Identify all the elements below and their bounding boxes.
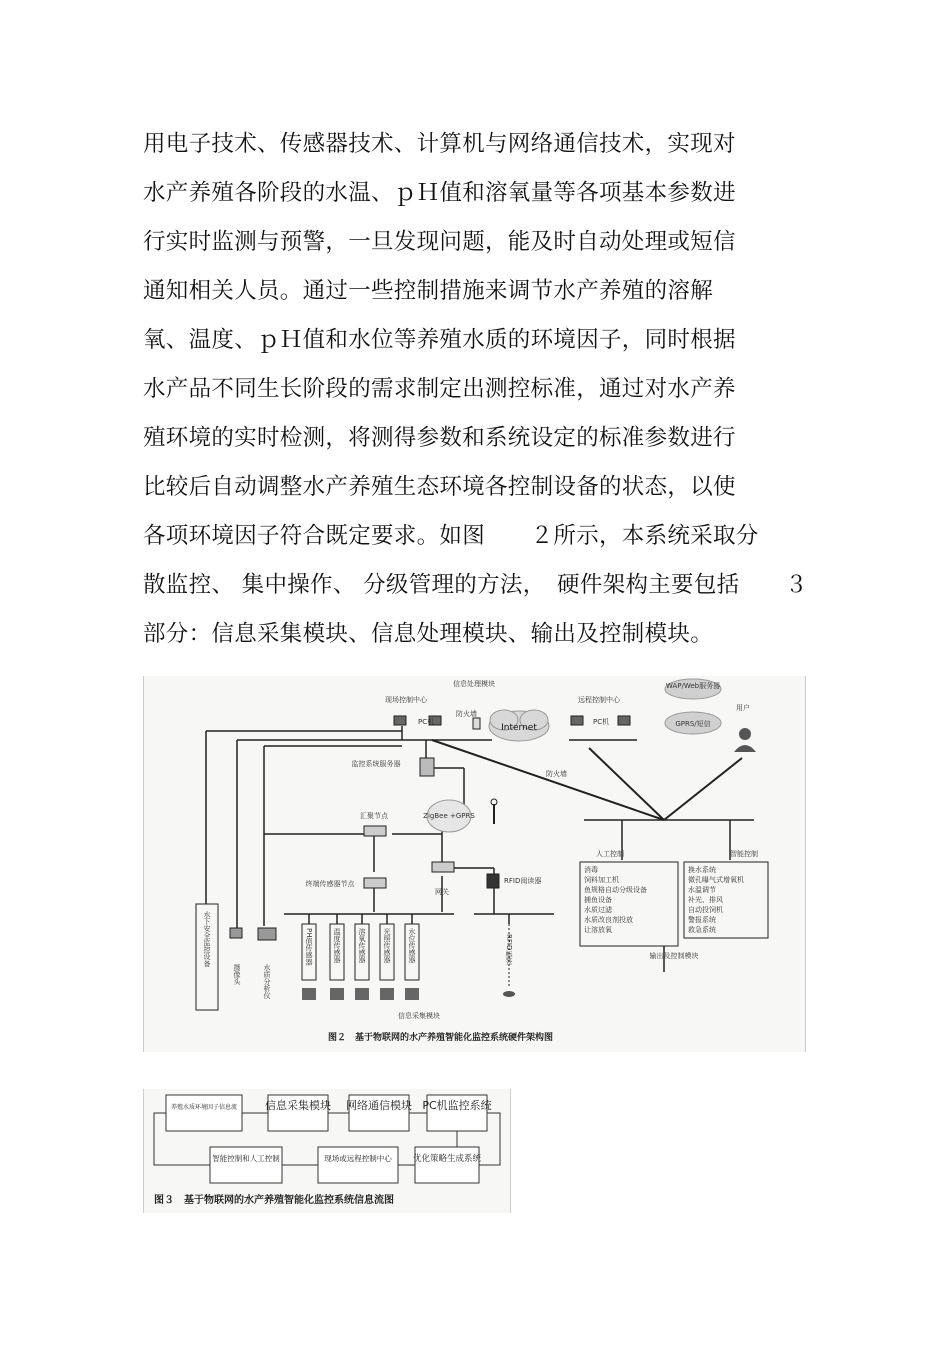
sensor-column (380, 924, 394, 1000)
figure-caption: 图３ 基于物联网的水产养殖智能化监控系统信息流图 (154, 1195, 394, 1206)
gateway-icon (432, 862, 454, 872)
flow-box-label: 优化策略生成系统 (412, 1154, 482, 1164)
camera-icon (230, 928, 242, 938)
sensor-column (405, 924, 419, 1000)
text-line: 散监控、 集中操作、 分级管理的方法， 硬件架构主要包括 ３ (143, 572, 808, 598)
manual-item: 水质过滤 (584, 906, 612, 914)
user-icon (734, 728, 756, 752)
text-line: 部分：信息采集模块、信息处理模块、输出及控制模块。 (143, 621, 714, 647)
manual-item: 让溶放氧 (584, 926, 612, 934)
hardware-architecture-figure (143, 676, 806, 1052)
sensor-column (330, 924, 344, 1000)
pc-icon (618, 716, 630, 725)
sink-node-label: 汇聚节点 (360, 812, 388, 820)
gateway-label: 网关 (435, 888, 449, 896)
svg-text:光照传感器: 光照传感器 (383, 928, 391, 963)
firewall-label: 防火墙 (546, 770, 567, 778)
smart-item: 警报系统 (688, 916, 716, 924)
rfid-reader-label: RFID阅读器 (504, 877, 542, 885)
smart-item: 水温调节 (688, 886, 716, 894)
flow-box-label: 信息采集模块 (265, 1099, 331, 1112)
camera-label: 摄像头 (233, 964, 241, 985)
flow-box (166, 1095, 242, 1131)
smart-item: 自动投饲机 (688, 906, 723, 914)
pc-label: PC机 (593, 718, 610, 726)
rfid-reader-icon (487, 874, 499, 888)
remote-control-center-label: 远程控制中心 (578, 696, 620, 704)
flow-box (210, 1147, 282, 1183)
flow-box-label: 现场或远程控制中心 (324, 1154, 392, 1163)
pc-label: PC机 (418, 718, 435, 726)
text-line: 水产品不同生长阶段的需求制定出测控标准，通过对水产养 (143, 376, 736, 402)
manual-item: 消毒 (584, 866, 598, 874)
module-label: 输出及控制模块 (649, 952, 699, 960)
text-line: 氧、温度、ｐＨ值和水位等养殖水质的环境因子，同时根据 (143, 327, 736, 353)
manual-control-label: 人工控制 (596, 850, 624, 858)
manual-item: 捕鱼设备 (584, 896, 612, 904)
architecture-diagram (144, 676, 805, 1052)
underwater-device-label: 水下安全监控设备 (203, 911, 211, 967)
manual-item: 饲料加工机 (584, 876, 619, 884)
monitor-server-label: 监控系统服务器 (351, 760, 401, 768)
firewall-icon (473, 718, 480, 729)
svg-text:温度传感器: 温度传感器 (333, 928, 341, 963)
flow-box-label: 网络通信模块 (346, 1099, 412, 1112)
flow-diagram (144, 1089, 510, 1213)
flow-box (318, 1147, 398, 1183)
rfid-tag-icon (503, 991, 515, 997)
smart-item: 换水系统 (688, 866, 716, 874)
user-label: 用户 (736, 704, 750, 712)
firewall-label: 防火墙 (456, 710, 477, 718)
text-line: 比较后自动调整水产养殖生态环境各控制设备的状态，以使 (143, 474, 736, 500)
svg-text:水位传感器: 水位传感器 (408, 928, 416, 963)
flow-box-label: PC机监控系统 (422, 1099, 492, 1112)
svg-text:PH值传感器: PH值传感器 (305, 928, 313, 966)
manual-item: 水质改良剂投放 (584, 916, 633, 924)
pc-icon (571, 716, 583, 725)
wap-server-label: WAP/Web服务器 (665, 682, 721, 690)
terminal-node-label: 终端传感器节点 (305, 880, 355, 888)
site-control-center-label: 现场控制中心 (385, 696, 427, 704)
internet-label: Internet (501, 723, 537, 733)
text-line: 用电子技术、传感器技术、计算机与网络通信技术，实现对 (143, 131, 736, 157)
rfid-tag-label: RFID标签 (505, 934, 513, 965)
antenna-icon (491, 799, 497, 824)
module-label: 信息处理模块 (453, 680, 495, 688)
sink-node-icon (364, 826, 386, 836)
terminal-node-icon (364, 878, 386, 888)
text-line: 各项环境因子符合既定要求。如图 ２所示，本系统采取分 (143, 523, 759, 549)
smart-control-label: 智能控制 (730, 850, 758, 858)
smart-item: 微孔曝气式增氧机 (688, 876, 744, 884)
smart-item: 救急系统 (688, 926, 716, 934)
gprs-label: GPRS/短信 (675, 720, 711, 728)
text-line: 通知相关人员。通过一些控制措施来调节水产养殖的溶解 (143, 278, 714, 304)
smart-item: 补光、排风 (688, 896, 723, 904)
sensor-column (302, 924, 316, 1000)
server-icon (420, 758, 434, 776)
manual-item: 鱼规格自动分级设备 (584, 886, 647, 894)
svg-text:溶氧传感器: 溶氧传感器 (358, 928, 366, 963)
information-flow-figure (143, 1089, 511, 1213)
zigbee-label: ZigBee +GPRS (423, 812, 475, 820)
text-line: 水产养殖各阶段的水温、ｐＨ值和溶氧量等各项基本参数进 (143, 180, 736, 206)
flow-box-label: 养殖水质环境因子信息流 (170, 1104, 238, 1111)
text-line: 殖环境的实时检测，将测得参数和系统设定的标准参数进行 (143, 425, 736, 451)
figure-caption: 图２ 基于物联网的水产养殖智能化监控系统硬件架构图 (328, 1033, 554, 1043)
flow-box-label: 智能控制和人工控制 (212, 1154, 280, 1163)
water-analyzer-icon (258, 928, 276, 940)
module-label: 信息采集模块 (398, 1012, 440, 1020)
body-paragraph (143, 126, 823, 665)
water-analyzer-label: 水质分析仪 (263, 964, 271, 999)
text-line: 行实时监测与预警，一旦发现问题，能及时自动处理或短信 (143, 229, 736, 255)
flow-box (415, 1147, 479, 1183)
sensor-column (355, 924, 369, 1000)
